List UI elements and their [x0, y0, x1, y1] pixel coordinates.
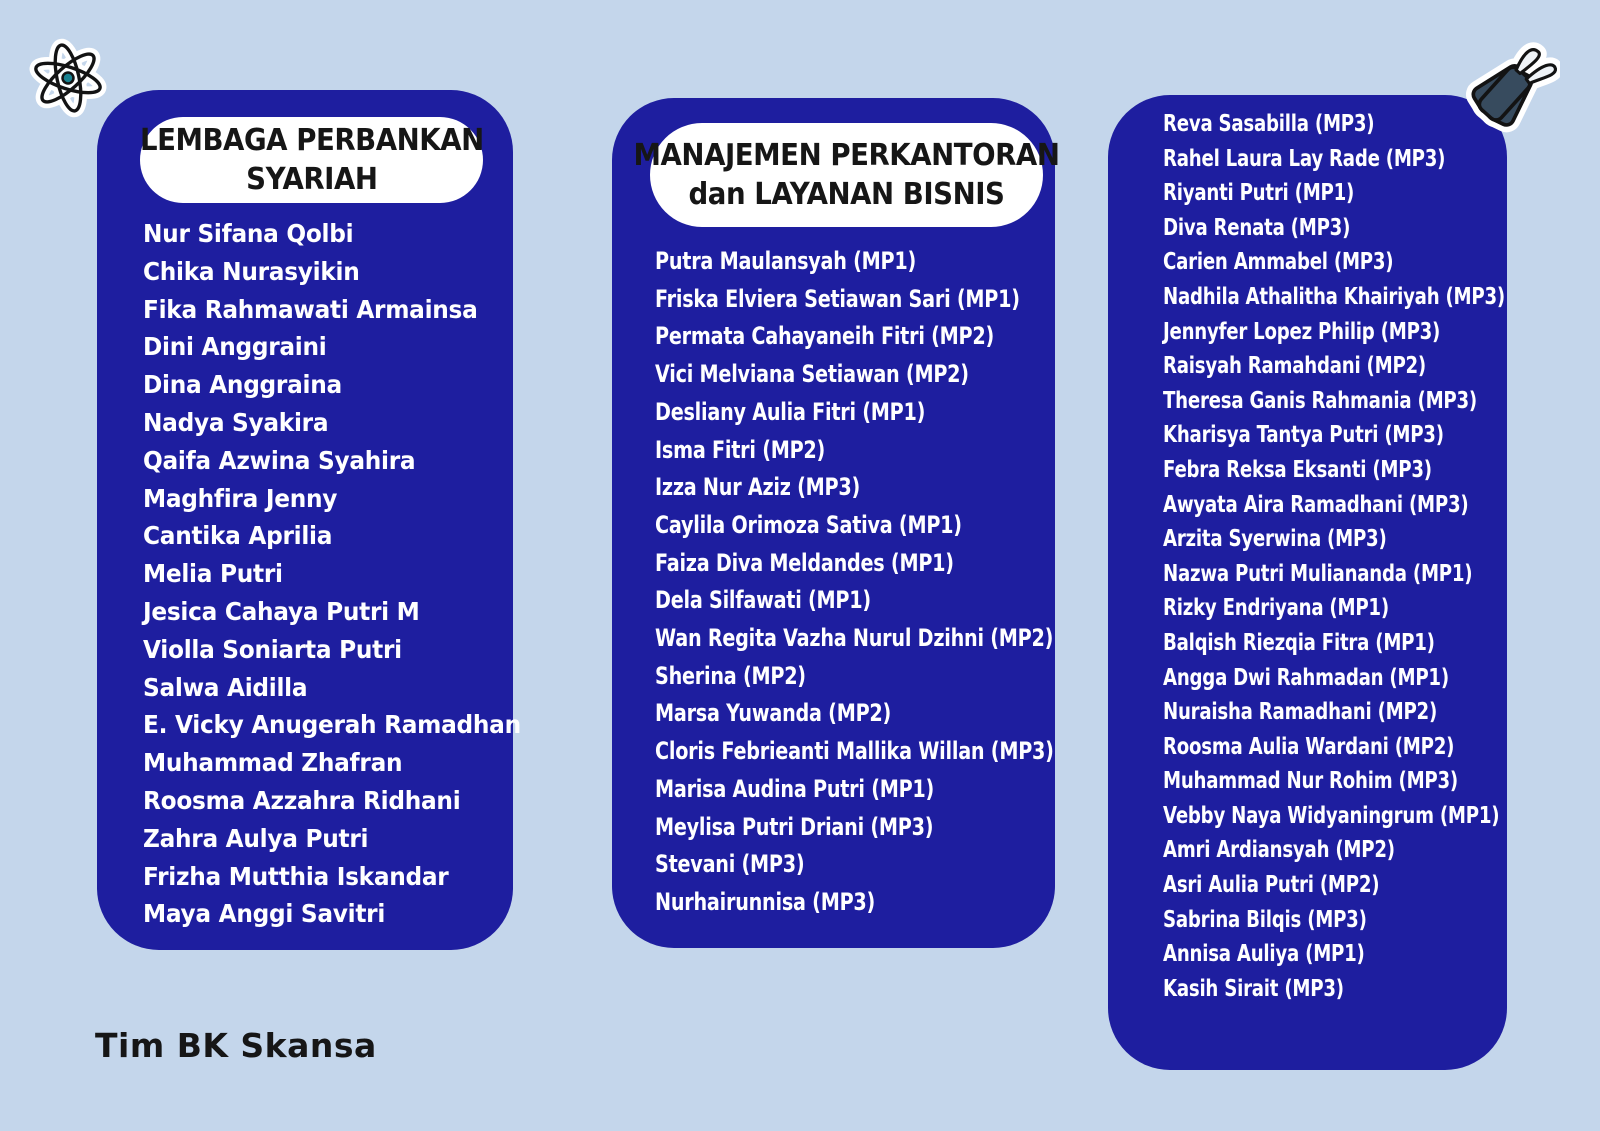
student-name: Roosma Azzahra Ridhani [143, 785, 461, 815]
student-name: Marsa Yuwanda (MP2) [655, 699, 892, 728]
card2-title-line1: MANAJEMEN PERKANTORAN [633, 138, 1060, 173]
student-name: Permata Cahayaneih Fitri (MP2) [655, 322, 995, 351]
student-name: Melia Putri [143, 559, 283, 589]
student-name-list-2 [655, 243, 1054, 922]
student-name: Kasih Sirait (MP3) [1163, 975, 1344, 1002]
student-name: Faiza Diva Meldandes (MP1) [655, 548, 954, 577]
student-name: Fika Rahmawati Armainsa [143, 294, 478, 324]
student-name: Sherina (MP2) [655, 661, 806, 690]
student-name: Caylila Orimoza Sativa (MP1) [655, 510, 962, 539]
student-name: Awyata Aira Ramadhani (MP3) [1163, 491, 1469, 518]
student-name: Kharisya Tantya Putri (MP3) [1163, 422, 1444, 449]
student-name: Dina Anggraina [143, 370, 342, 400]
card2-title-pill [633, 123, 1060, 227]
card1-title-pill [140, 117, 483, 203]
student-name: Marisa Audina Putri (MP1) [655, 774, 935, 803]
student-name: Wan Regita Vazha Nurul Dzihni (MP2) [655, 624, 1054, 653]
student-name: Febra Reksa Eksanti (MP3) [1163, 456, 1432, 483]
student-name-list-3 [1163, 107, 1505, 1006]
student-name: Cloris Febrieanti Mallika Willan (MP3) [655, 737, 1054, 766]
student-name: Rizky Endriyana (MP1) [1163, 595, 1389, 622]
student-name: Amri Ardiansyah (MP2) [1163, 837, 1395, 864]
student-name: Cantika Aprilia [143, 521, 333, 551]
student-name: Chika Nurasyikin [143, 256, 360, 286]
student-name: Nuraisha Ramadhani (MP2) [1163, 699, 1438, 726]
card1-title-line2: SYARIAH [245, 162, 378, 197]
student-name: Roosma Aulia Wardani (MP2) [1163, 733, 1455, 760]
student-name: Riyanti Putri (MP1) [1163, 180, 1355, 207]
student-name: Jesica Cahaya Putri M [143, 596, 420, 626]
card1-title-line1: LEMBAGA PERBANKAN [139, 123, 484, 158]
card2-title [634, 136, 1060, 214]
student-name: Vici Melviana Setiawan (MP2) [655, 360, 969, 389]
card1-title [140, 121, 484, 199]
card2-title-line2: dan LAYANAN BISNIS [688, 177, 1005, 212]
student-name: Raisyah Ramahdani (MP2) [1163, 353, 1427, 380]
student-name: Maghfira Jenny [143, 483, 338, 513]
student-name: Nazwa Putri Muliananda (MP1) [1163, 560, 1473, 587]
student-name: Diva Renata (MP3) [1163, 214, 1351, 241]
student-name: Nurhairunnisa (MP3) [655, 887, 876, 916]
student-name: Izza Nur Aziz (MP3) [655, 473, 861, 502]
student-name: Jennyfer Lopez Philip (MP3) [1163, 318, 1441, 345]
student-name: Putra Maulansyah (MP1) [655, 247, 917, 275]
student-name: Sabrina Bilqis (MP3) [1163, 906, 1367, 933]
student-name: Angga Dwi Rahmadan (MP1) [1163, 664, 1449, 691]
student-name: Zahra Aulya Putri [143, 823, 369, 853]
card-lembaga-perbankan-syariah [97, 90, 521, 950]
student-name: Arzita Syerwina (MP3) [1163, 526, 1387, 553]
student-name: Dini Anggraini [143, 332, 327, 362]
student-name: Desliany Aulia Fitri (MP1) [655, 397, 926, 426]
student-name: Violla Soniarta Putri [143, 634, 402, 664]
student-name: Annisa Auliya (MP1) [1163, 941, 1365, 968]
student-name: Asri Aulia Putri (MP2) [1163, 872, 1380, 899]
student-name: E. Vicky Anugerah Ramadhan [143, 710, 521, 740]
card-manajemen-perkantoran-continued [1108, 95, 1507, 1070]
student-name: Theresa Ganis Rahmania (MP3) [1163, 387, 1477, 414]
student-name: Balqish Riezqia Fitra (MP1) [1163, 629, 1435, 656]
student-name: Vebby Naya Widyaningrum (MP1) [1163, 802, 1500, 829]
card-manajemen-perkantoran [612, 98, 1060, 948]
student-name: Nur Sifana Qolbi [143, 219, 354, 248]
student-name: Salwa Aidilla [143, 672, 308, 702]
student-name: Qaifa Azwina Syahira [143, 445, 416, 475]
student-name: Dela Silfawati (MP1) [655, 586, 871, 615]
student-name: Nadya Syakira [143, 407, 329, 437]
student-name: Muhammad Zhafran [143, 748, 403, 778]
student-name: Stevani (MP3) [655, 850, 805, 879]
student-name: Reva Sasabilla (MP3) [1163, 111, 1375, 137]
student-name: Nadhila Athalitha Khairiyah (MP3) [1163, 283, 1505, 310]
student-name: Meylisa Putri Driani (MP3) [655, 812, 934, 841]
student-name: Frizha Mutthia Iskandar [143, 861, 449, 891]
student-name-list-1 [143, 215, 521, 933]
student-name: Muhammad Nur Rohim (MP3) [1163, 768, 1458, 795]
binder-clip-icon [1455, 38, 1560, 143]
footer-credit: Tim BK Skansa [95, 1026, 377, 1065]
student-name: Carien Ammabel (MP3) [1163, 249, 1394, 276]
student-name: Rahel Laura Lay Rade (MP3) [1163, 145, 1446, 172]
atom-icon [26, 36, 110, 120]
student-name: Isma Fitri (MP2) [655, 435, 826, 464]
student-name: Friska Elviera Setiawan Sari (MP1) [655, 284, 1020, 313]
student-name: Maya Anggi Savitri [143, 899, 386, 929]
